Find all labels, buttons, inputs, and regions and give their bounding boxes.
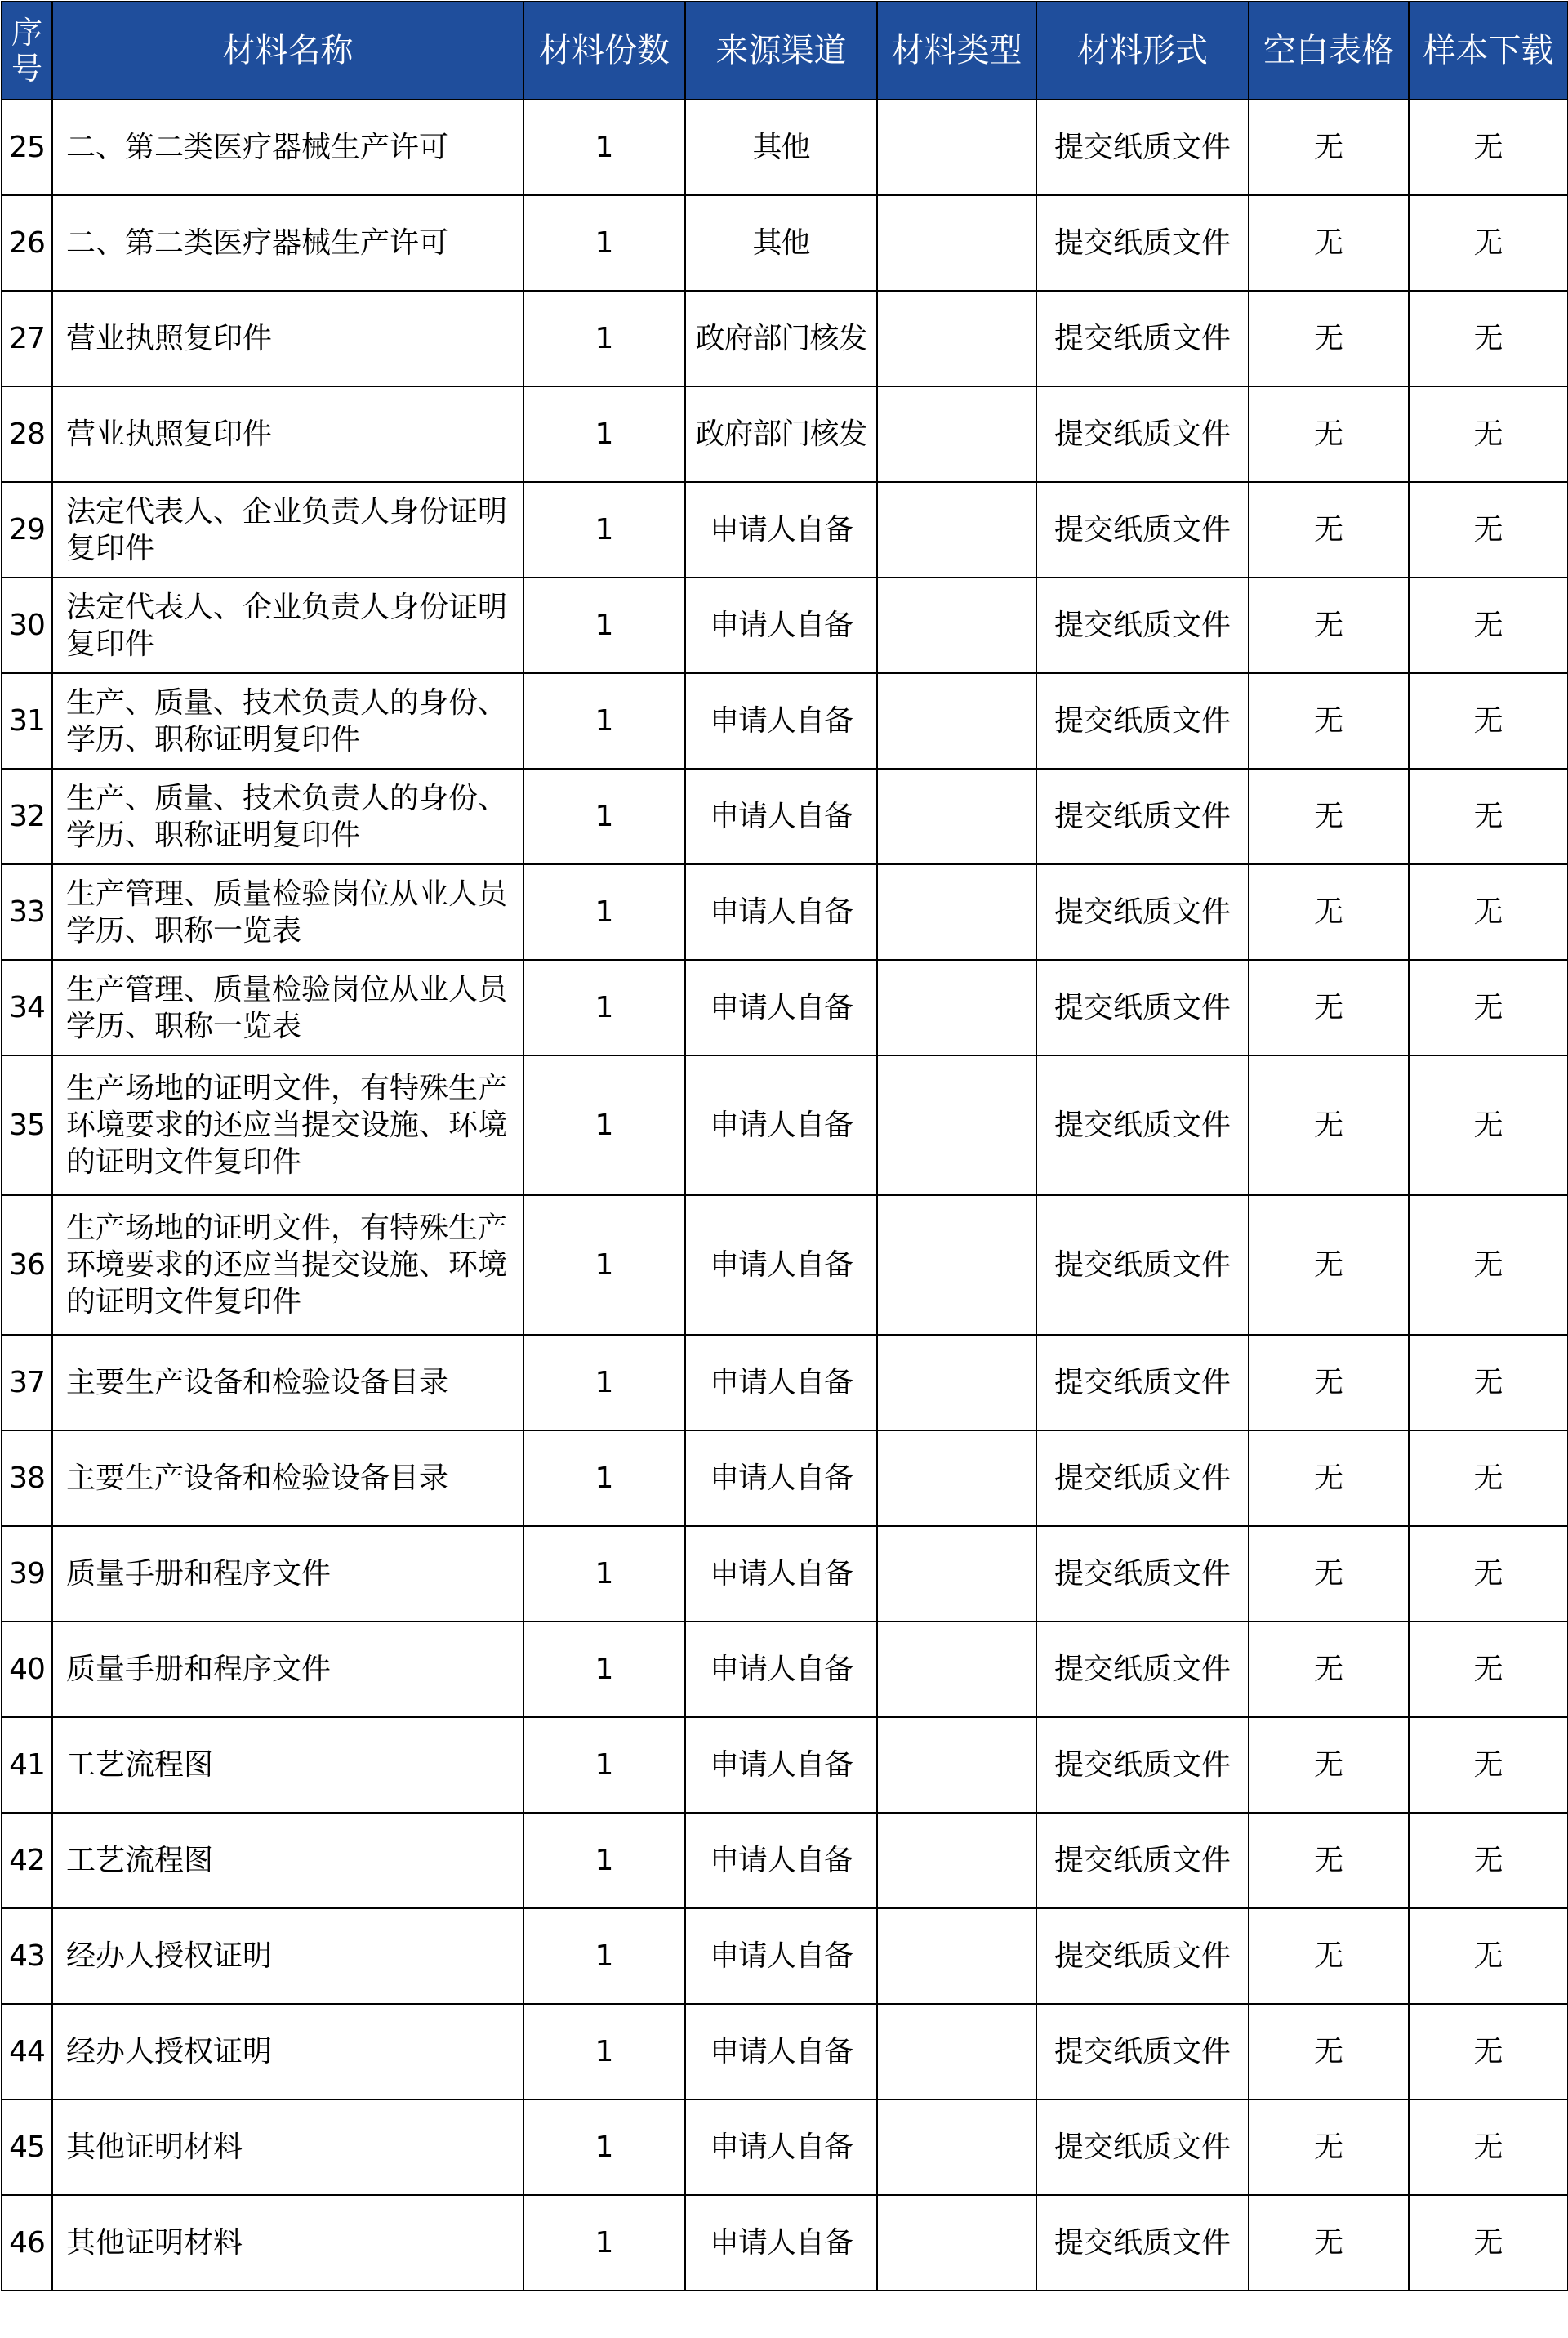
material-type (877, 960, 1036, 1055)
sample-download: 无 (1409, 1195, 1568, 1335)
row-index: 25 (2, 100, 52, 195)
material-source: 申请人自备 (685, 1335, 877, 1430)
material-source: 申请人自备 (685, 1430, 877, 1526)
material-name: 其他证明材料 (52, 2099, 523, 2195)
material-source: 申请人自备 (685, 1195, 877, 1335)
row-index: 32 (2, 769, 52, 864)
material-name: 生产、质量、技术负责人的身份、学历、职称证明复印件 (52, 769, 523, 864)
table-row (2, 1813, 1568, 1908)
sample-download: 无 (1409, 1526, 1568, 1622)
material-source: 申请人自备 (685, 2004, 877, 2099)
blank-form: 无 (1249, 864, 1409, 960)
table-row (2, 673, 1568, 769)
row-index: 43 (2, 1908, 52, 2004)
material-source: 申请人自备 (685, 1717, 877, 1813)
row-index: 46 (2, 2195, 52, 2291)
material-type (877, 1717, 1036, 1813)
material-copies: 1 (523, 1055, 685, 1195)
material-form: 提交纸质文件 (1036, 291, 1249, 386)
blank-form: 无 (1249, 1526, 1409, 1622)
sample-download: 无 (1409, 1335, 1568, 1430)
sample-download: 无 (1409, 1717, 1568, 1813)
material-name: 营业执照复印件 (52, 291, 523, 386)
material-copies: 1 (523, 960, 685, 1055)
blank-form: 无 (1249, 1335, 1409, 1430)
material-copies: 1 (523, 1622, 685, 1717)
blank-form: 无 (1249, 2099, 1409, 2195)
table-header-row (2, 2, 1568, 100)
blank-form: 无 (1249, 100, 1409, 195)
material-type (877, 1908, 1036, 2004)
material-form: 提交纸质文件 (1036, 769, 1249, 864)
row-index: 29 (2, 482, 52, 578)
blank-form: 无 (1249, 673, 1409, 769)
header-copies: 材料份数 (523, 2, 685, 100)
table-row (2, 100, 1568, 195)
row-index: 34 (2, 960, 52, 1055)
sample-download: 无 (1409, 386, 1568, 482)
material-name: 法定代表人、企业负责人身份证明复印件 (52, 578, 523, 673)
blank-form: 无 (1249, 578, 1409, 673)
row-index: 27 (2, 291, 52, 386)
sample-download: 无 (1409, 2195, 1568, 2291)
row-index: 39 (2, 1526, 52, 1622)
sample-download: 无 (1409, 482, 1568, 578)
material-source: 申请人自备 (685, 960, 877, 1055)
material-source: 申请人自备 (685, 1622, 877, 1717)
material-copies: 1 (523, 1908, 685, 2004)
material-type (877, 673, 1036, 769)
header-name: 材料名称 (52, 2, 523, 100)
blank-form: 无 (1249, 2195, 1409, 2291)
header-sample-download: 样本下载 (1409, 2, 1568, 100)
material-copies: 1 (523, 1813, 685, 1908)
blank-form: 无 (1249, 1908, 1409, 2004)
material-source: 其他 (685, 195, 877, 291)
header-form: 材料形式 (1036, 2, 1249, 100)
material-form: 提交纸质文件 (1036, 386, 1249, 482)
blank-form: 无 (1249, 195, 1409, 291)
material-copies: 1 (523, 864, 685, 960)
material-copies: 1 (523, 195, 685, 291)
material-source: 其他 (685, 100, 877, 195)
material-source: 申请人自备 (685, 1055, 877, 1195)
table-row (2, 1335, 1568, 1430)
material-type (877, 195, 1036, 291)
blank-form: 无 (1249, 291, 1409, 386)
material-name: 经办人授权证明 (52, 2004, 523, 2099)
row-index: 26 (2, 195, 52, 291)
material-name: 营业执照复印件 (52, 386, 523, 482)
sample-download: 无 (1409, 2004, 1568, 2099)
material-source: 申请人自备 (685, 1908, 877, 2004)
table-row (2, 386, 1568, 482)
material-type (877, 100, 1036, 195)
material-form: 提交纸质文件 (1036, 1813, 1249, 1908)
material-form: 提交纸质文件 (1036, 1430, 1249, 1526)
table-row (2, 2099, 1568, 2195)
material-type (877, 769, 1036, 864)
sample-download: 无 (1409, 100, 1568, 195)
table-row (2, 769, 1568, 864)
sample-download: 无 (1409, 1908, 1568, 2004)
row-index: 42 (2, 1813, 52, 1908)
material-type (877, 482, 1036, 578)
material-source: 政府部门核发 (685, 291, 877, 386)
table-row (2, 2004, 1568, 2099)
row-index: 45 (2, 2099, 52, 2195)
header-blank-form: 空白表格 (1249, 2, 1409, 100)
table-row (2, 291, 1568, 386)
material-name: 生产管理、质量检验岗位从业人员学历、职称一览表 (52, 960, 523, 1055)
material-form: 提交纸质文件 (1036, 2099, 1249, 2195)
sample-download: 无 (1409, 195, 1568, 291)
blank-form: 无 (1249, 1430, 1409, 1526)
blank-form: 无 (1249, 1717, 1409, 1813)
sample-download: 无 (1409, 1813, 1568, 1908)
sample-download: 无 (1409, 769, 1568, 864)
material-name: 质量手册和程序文件 (52, 1526, 523, 1622)
table-row (2, 1622, 1568, 1717)
material-source: 申请人自备 (685, 2099, 877, 2195)
table-row (2, 1908, 1568, 2004)
material-source: 申请人自备 (685, 673, 877, 769)
table-row (2, 1526, 1568, 1622)
header-index: 序号 (2, 2, 52, 100)
material-type (877, 2004, 1036, 2099)
row-index: 44 (2, 2004, 52, 2099)
row-index: 28 (2, 386, 52, 482)
blank-form: 无 (1249, 1055, 1409, 1195)
sample-download: 无 (1409, 673, 1568, 769)
material-name: 工艺流程图 (52, 1813, 523, 1908)
row-index: 40 (2, 1622, 52, 1717)
blank-form: 无 (1249, 1195, 1409, 1335)
table-row (2, 1717, 1568, 1813)
table-row (2, 2195, 1568, 2291)
sample-download: 无 (1409, 1622, 1568, 1717)
row-index: 30 (2, 578, 52, 673)
sample-download: 无 (1409, 578, 1568, 673)
material-type (877, 1622, 1036, 1717)
material-type (877, 386, 1036, 482)
material-form: 提交纸质文件 (1036, 578, 1249, 673)
material-type (877, 2195, 1036, 2291)
material-name: 质量手册和程序文件 (52, 1622, 523, 1717)
row-index: 37 (2, 1335, 52, 1430)
material-source: 申请人自备 (685, 1813, 877, 1908)
material-form: 提交纸质文件 (1036, 2004, 1249, 2099)
material-form: 提交纸质文件 (1036, 864, 1249, 960)
material-form: 提交纸质文件 (1036, 1526, 1249, 1622)
blank-form: 无 (1249, 386, 1409, 482)
material-copies: 1 (523, 386, 685, 482)
material-type (877, 1526, 1036, 1622)
material-name: 生产场地的证明文件，有特殊生产环境要求的还应当提交设施、环境的证明文件复印件 (52, 1055, 523, 1195)
table-row (2, 960, 1568, 1055)
blank-form: 无 (1249, 2004, 1409, 2099)
sample-download: 无 (1409, 1055, 1568, 1195)
sample-download: 无 (1409, 864, 1568, 960)
material-form: 提交纸质文件 (1036, 1908, 1249, 2004)
material-type (877, 1055, 1036, 1195)
row-index: 31 (2, 673, 52, 769)
table-row (2, 864, 1568, 960)
blank-form: 无 (1249, 960, 1409, 1055)
material-form: 提交纸质文件 (1036, 1055, 1249, 1195)
material-copies: 1 (523, 673, 685, 769)
table-row (2, 1195, 1568, 1335)
table-row (2, 1055, 1568, 1195)
material-copies: 1 (523, 1717, 685, 1813)
sample-download: 无 (1409, 291, 1568, 386)
material-source: 政府部门核发 (685, 386, 877, 482)
row-index: 38 (2, 1430, 52, 1526)
material-name: 主要生产设备和检验设备目录 (52, 1430, 523, 1526)
blank-form: 无 (1249, 769, 1409, 864)
material-name: 工艺流程图 (52, 1717, 523, 1813)
material-copies: 1 (523, 1526, 685, 1622)
material-copies: 1 (523, 2004, 685, 2099)
material-source: 申请人自备 (685, 769, 877, 864)
material-name: 二、第二类医疗器械生产许可 (52, 195, 523, 291)
material-source: 申请人自备 (685, 482, 877, 578)
material-copies: 1 (523, 2195, 685, 2291)
material-copies: 1 (523, 1430, 685, 1526)
material-form: 提交纸质文件 (1036, 482, 1249, 578)
row-index: 33 (2, 864, 52, 960)
material-copies: 1 (523, 1195, 685, 1335)
material-name: 二、第二类医疗器械生产许可 (52, 100, 523, 195)
row-index: 41 (2, 1717, 52, 1813)
material-source: 申请人自备 (685, 1526, 877, 1622)
material-form: 提交纸质文件 (1036, 1717, 1249, 1813)
material-form: 提交纸质文件 (1036, 2195, 1249, 2291)
material-type (877, 1195, 1036, 1335)
row-index: 35 (2, 1055, 52, 1195)
material-name: 主要生产设备和检验设备目录 (52, 1335, 523, 1430)
row-index: 36 (2, 1195, 52, 1335)
table-row (2, 482, 1568, 578)
material-name: 其他证明材料 (52, 2195, 523, 2291)
material-name: 经办人授权证明 (52, 1908, 523, 2004)
table-row (2, 578, 1568, 673)
material-type (877, 1813, 1036, 1908)
material-form: 提交纸质文件 (1036, 960, 1249, 1055)
material-form: 提交纸质文件 (1036, 673, 1249, 769)
material-copies: 1 (523, 578, 685, 673)
material-source: 申请人自备 (685, 578, 877, 673)
material-name: 生产、质量、技术负责人的身份、学历、职称证明复印件 (52, 673, 523, 769)
header-source: 来源渠道 (685, 2, 877, 100)
material-copies: 1 (523, 1335, 685, 1430)
material-form: 提交纸质文件 (1036, 195, 1249, 291)
material-type (877, 1430, 1036, 1526)
material-type (877, 1335, 1036, 1430)
material-type (877, 864, 1036, 960)
material-source: 申请人自备 (685, 2195, 877, 2291)
material-type (877, 578, 1036, 673)
blank-form: 无 (1249, 1622, 1409, 1717)
table-row (2, 1430, 1568, 1526)
material-name: 生产场地的证明文件，有特殊生产环境要求的还应当提交设施、环境的证明文件复印件 (52, 1195, 523, 1335)
sample-download: 无 (1409, 960, 1568, 1055)
material-form: 提交纸质文件 (1036, 1195, 1249, 1335)
material-type (877, 291, 1036, 386)
material-form: 提交纸质文件 (1036, 1335, 1249, 1430)
material-copies: 1 (523, 769, 685, 864)
material-form: 提交纸质文件 (1036, 100, 1249, 195)
sample-download: 无 (1409, 1430, 1568, 1526)
material-name: 生产管理、质量检验岗位从业人员学历、职称一览表 (52, 864, 523, 960)
blank-form: 无 (1249, 482, 1409, 578)
sample-download: 无 (1409, 2099, 1568, 2195)
material-copies: 1 (523, 291, 685, 386)
table-row (2, 195, 1568, 291)
material-copies: 1 (523, 100, 685, 195)
materials-table (1, 1, 1568, 2291)
material-copies: 1 (523, 482, 685, 578)
material-source: 申请人自备 (685, 864, 877, 960)
material-name: 法定代表人、企业负责人身份证明复印件 (52, 482, 523, 578)
material-type (877, 2099, 1036, 2195)
material-copies: 1 (523, 2099, 685, 2195)
material-form: 提交纸质文件 (1036, 1622, 1249, 1717)
blank-form: 无 (1249, 1813, 1409, 1908)
header-type: 材料类型 (877, 2, 1036, 100)
